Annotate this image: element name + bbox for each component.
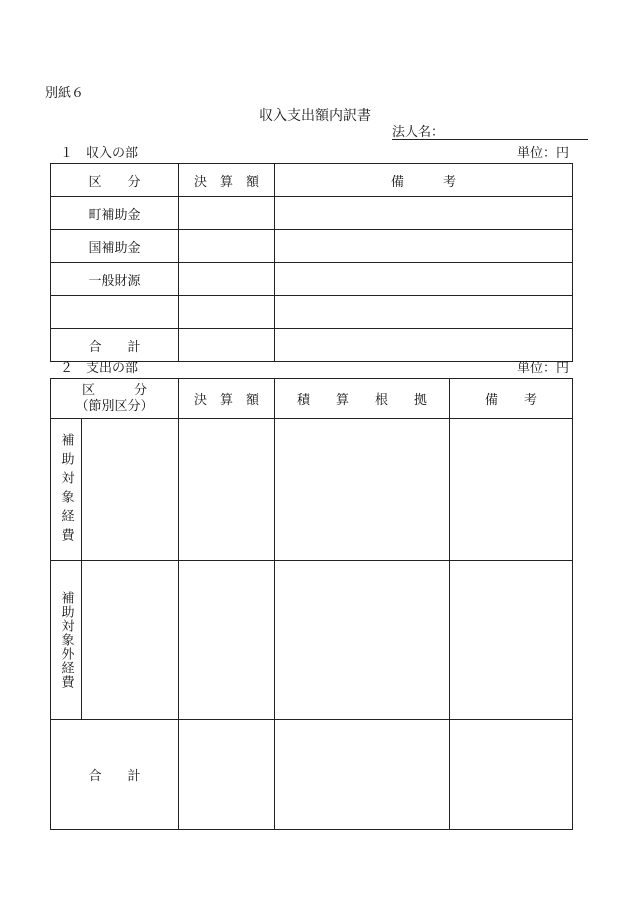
- expense-group-row: [51, 419, 573, 561]
- income-row-label: 町補助金: [51, 197, 179, 230]
- income-row-label: 国補助金: [51, 230, 179, 263]
- expense-group-row: [51, 561, 573, 720]
- income-total-remarks-cell[interactable]: [275, 329, 573, 362]
- income-table: [50, 163, 573, 362]
- income-row: [51, 296, 573, 329]
- income-total-row: [51, 329, 573, 362]
- income-header-row: [51, 164, 573, 197]
- expense-header-remarks: 備 考: [450, 379, 573, 419]
- expense-header-kubun-line2: （節別区分）: [75, 398, 154, 414]
- income-row-label: [51, 296, 179, 329]
- expense-unit: 単位：円: [517, 361, 570, 376]
- expense-basis-cell[interactable]: [275, 419, 450, 561]
- income-row-label: 一般財源: [51, 263, 179, 296]
- income-total-amount-cell[interactable]: [179, 329, 275, 362]
- expense-item-cell[interactable]: [82, 561, 179, 720]
- expense-header-kubun: [51, 379, 179, 419]
- expense-amount-cell[interactable]: [179, 419, 275, 561]
- document-title: 収入支出額内訳書: [259, 108, 371, 124]
- income-remarks-cell[interactable]: [275, 296, 573, 329]
- income-total-label: 合 計: [51, 329, 179, 362]
- corporation-name-line: [392, 139, 588, 140]
- expense-item-cell[interactable]: [82, 419, 179, 561]
- expense-total-basis-cell[interactable]: [275, 720, 450, 830]
- corporation-name-label: 法人名：: [392, 125, 445, 140]
- expense-total-row: [51, 720, 573, 830]
- expense-total-label: 合 計: [51, 720, 179, 830]
- expense-header-kubun-line1: 区 分: [82, 382, 148, 398]
- income-header-remarks: 備 考: [275, 164, 573, 197]
- expense-group-label-cell: [51, 419, 82, 561]
- income-remarks-cell[interactable]: [275, 197, 573, 230]
- expense-group-label-cell: [51, 561, 82, 720]
- income-row: [51, 263, 573, 296]
- expense-remarks-cell[interactable]: [450, 561, 573, 720]
- income-amount-cell[interactable]: [179, 230, 275, 263]
- expense-header-basis: 積 算 根 拠: [275, 379, 450, 419]
- expense-total-remarks-cell[interactable]: [450, 720, 573, 830]
- attachment-label: 別紙６: [45, 86, 85, 101]
- income-header-amount: 決 算 額: [179, 164, 275, 197]
- income-remarks-cell[interactable]: [275, 263, 573, 296]
- income-header-kubun: 区 分: [51, 164, 179, 197]
- expense-header-amount: 決 算 額: [179, 379, 275, 419]
- income-amount-cell[interactable]: [179, 296, 275, 329]
- expense-amount-cell[interactable]: [179, 561, 275, 720]
- income-unit: 単位：円: [517, 146, 570, 161]
- income-section-heading: １ 収入の部: [60, 146, 139, 161]
- expense-group-label: 補助対象経費: [58, 432, 74, 547]
- income-row: [51, 197, 573, 230]
- income-row: [51, 230, 573, 263]
- expense-basis-cell[interactable]: [275, 561, 450, 720]
- expense-group-label: 補助対象外経費: [58, 591, 74, 689]
- income-amount-cell[interactable]: [179, 263, 275, 296]
- income-remarks-cell[interactable]: [275, 230, 573, 263]
- expense-header-row: [51, 379, 573, 419]
- expense-total-amount-cell[interactable]: [179, 720, 275, 830]
- income-amount-cell[interactable]: [179, 197, 275, 230]
- expense-remarks-cell[interactable]: [450, 419, 573, 561]
- expense-section-heading: ２ 支出の部: [60, 361, 139, 376]
- expense-table: [50, 378, 573, 830]
